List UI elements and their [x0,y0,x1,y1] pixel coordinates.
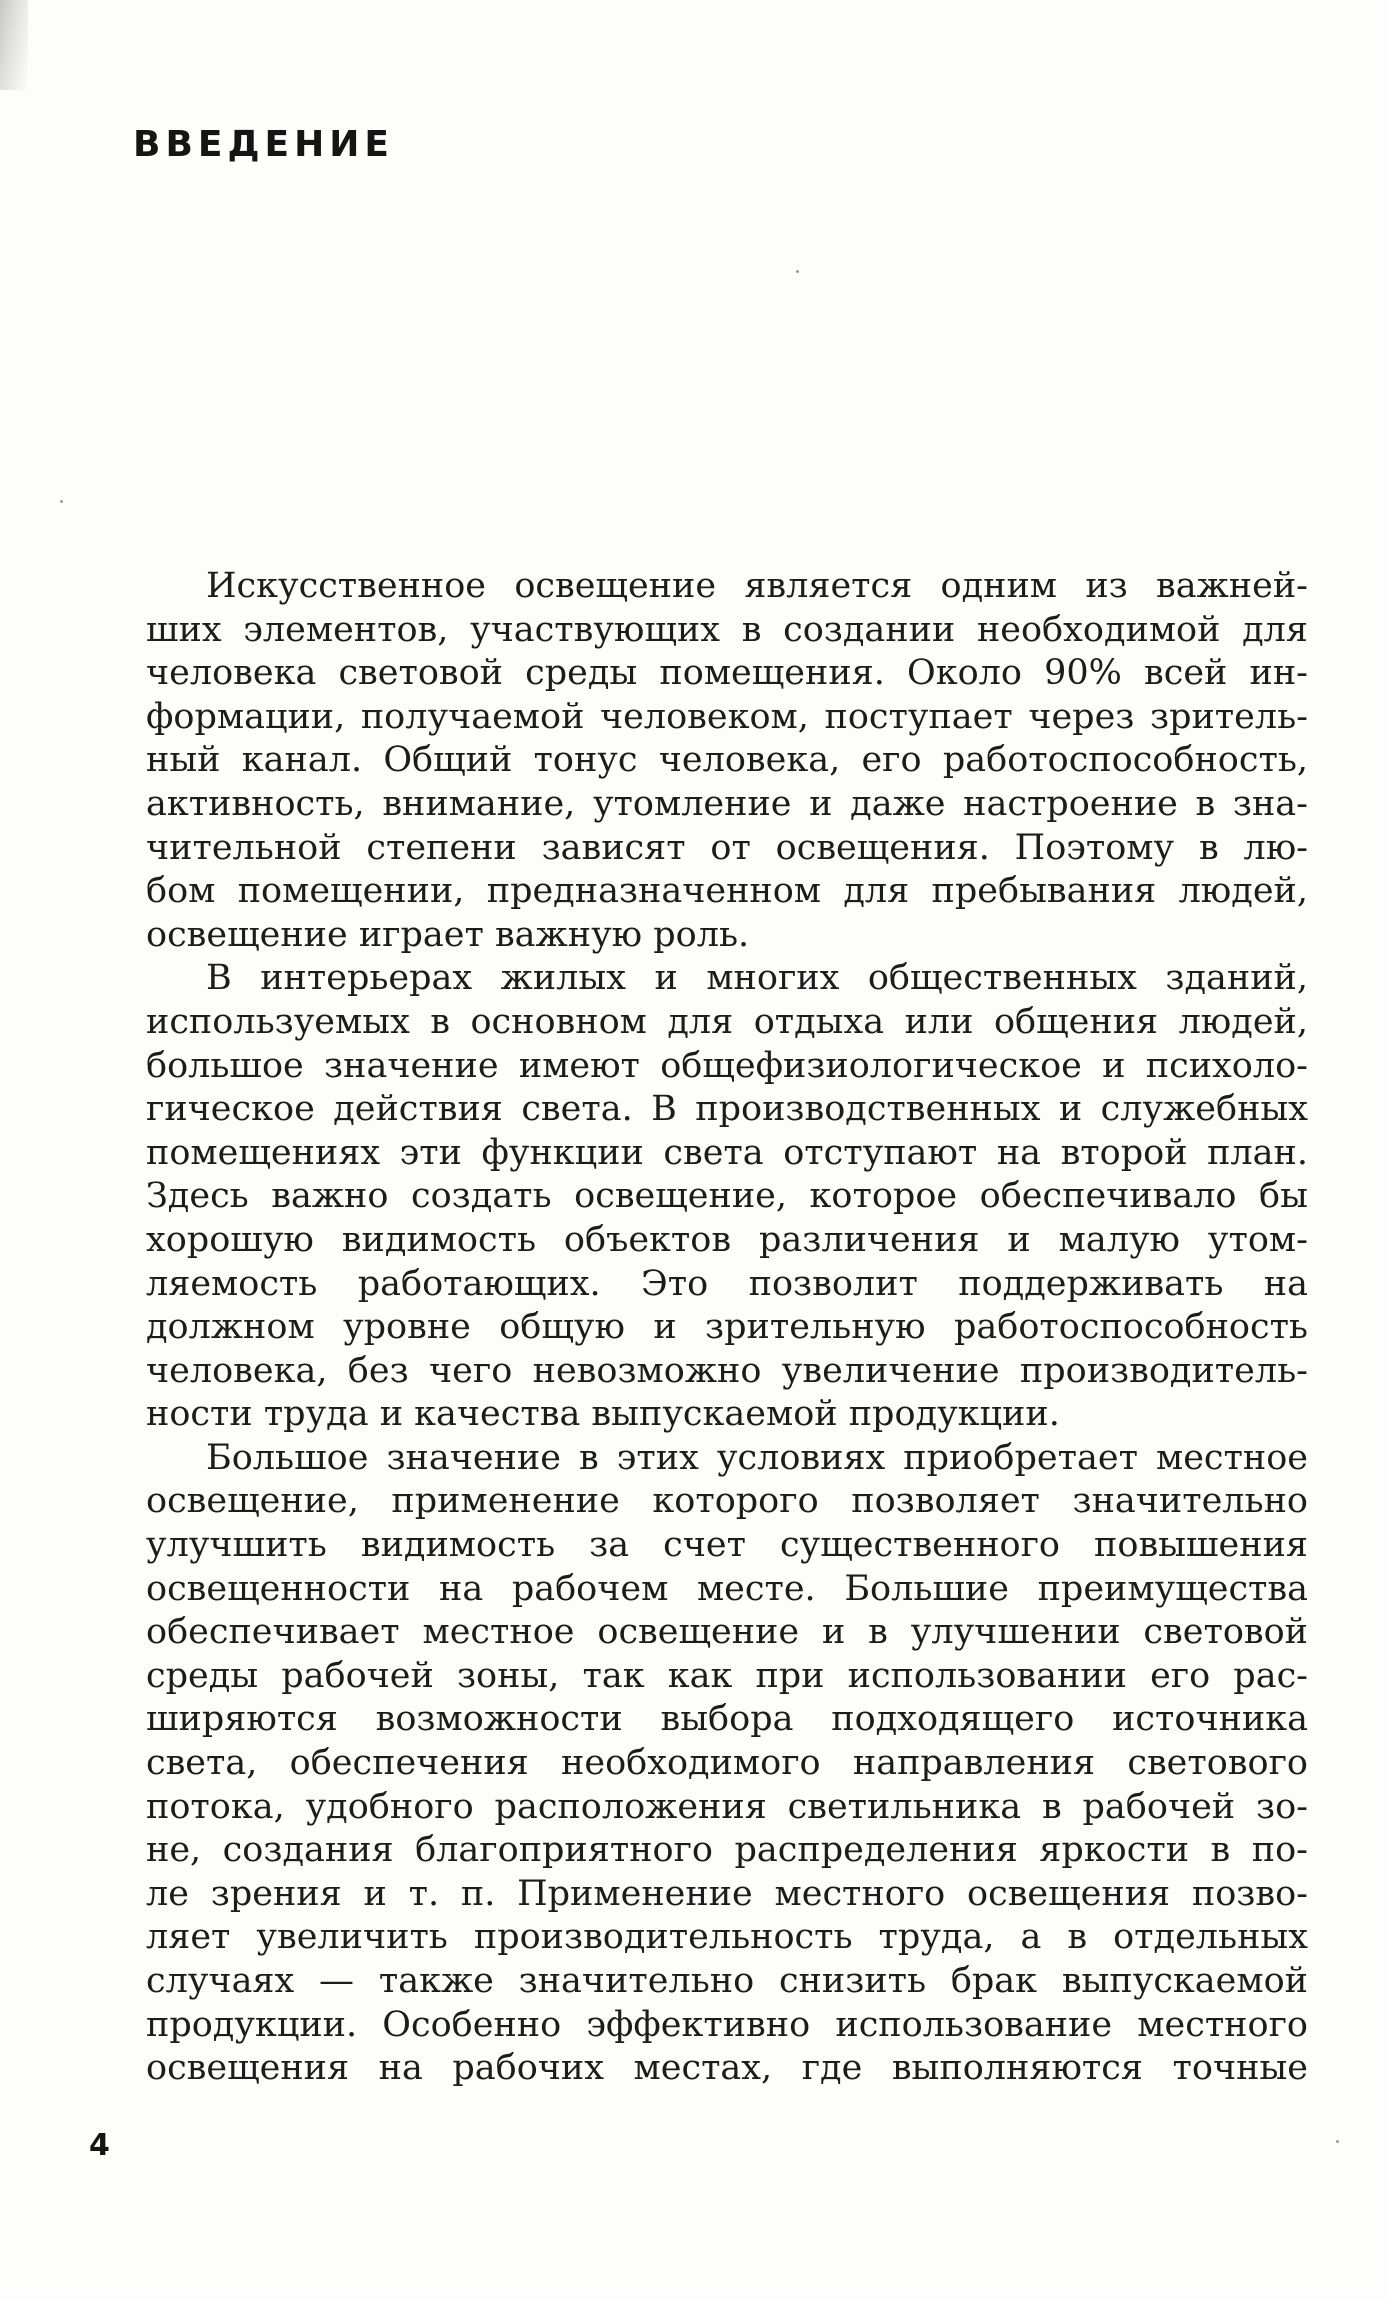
text-line: ле зрения и т. п. Применение местного освещения позво- [146,1873,1308,1914]
text-line: освещение играет важную роль. [146,914,750,955]
scan-edge-shadow [0,0,28,90]
text-line: гическое действия света. В производственных и служебных [146,1089,1308,1130]
text-line: хорошую видимость объектов различения и малую утом- [146,1219,1308,1260]
text-line: продукции. Особенно эффективно использование местного [146,2004,1308,2045]
scan-speck [796,270,799,273]
text-line: ляет увеличить производительность труда, а в отдельных [146,1917,1308,1958]
text-line: должном уровне общую и зрительную работоспособность [146,1307,1308,1348]
page-number: 4 [89,2128,110,2163]
text-line: ный канал. Общий тонус человека, его работоспособность, [146,740,1308,781]
text-line: ширяются возможности выбора подходящего источника [146,1699,1308,1740]
text-line: улучшить видимость за счет существенного повышения [146,1525,1308,1566]
text-line: ших элементов, участвующих в создании необходимой для [146,609,1308,650]
text-line: большое значение имеют общефизиологическое и психоло- [146,1045,1308,1086]
text-line: света, обеспечения необходимого направления светового [146,1743,1308,1784]
scan-speck [1336,2140,1339,2143]
text-line: освещения на рабочих местах, где выполняются точные [146,2048,1308,2089]
paragraph [86,957,1308,1437]
scan-speck [60,500,63,503]
text-line: среды рабочей зоны, так как при использовании его рас- [146,1655,1308,1696]
text-line: ности труда и качества выпускаемой продукции. [146,1394,1060,1435]
text-line: обеспечивает местное освещение и в улучшении световой [146,1612,1308,1653]
text-line: помещениях эти функции света отступают на второй план. [146,1132,1308,1173]
text-line: Большое значение в этих условиях приобретает местное [206,1437,1308,1478]
text-line: Искусственное освещение является одним из важней- [206,566,1308,606]
text-line: В интерьерах жилых и многих общественных зданий, [206,958,1308,999]
text-line: используемых в основном для отдыха или общения людей, [146,1001,1308,1042]
text-line: Здесь важно создать освещение, которое обеспечивало бы [146,1176,1308,1217]
paragraph [86,565,1308,957]
text-line: потока, удобного расположения светильника в рабочей зо- [146,1786,1308,1827]
text-line: человека, без чего невозможно увеличение производитель- [146,1350,1308,1391]
paragraph [86,1437,1308,2091]
text-line: не, создания благоприятного распределения яркости в по- [146,1830,1308,1871]
text-line: ляемость работающих. Это позволит поддерживать на [146,1263,1308,1304]
chapter-heading: ВВЕДЕНИЕ [133,124,394,165]
text-line: освещенности на рабочем месте. Большие преимущества [146,1568,1308,1609]
text-line: чительной степени зависят от освещения. Поэтому в лю- [146,827,1308,868]
text-line: случаях — также значительно снизить брак выпускаемой [146,1961,1308,2001]
text-line: бом помещении, предназначенном для пребывания людей, [146,871,1308,912]
text-line: освещение, применение которого позволяет значительно [146,1481,1308,1522]
body-text [86,565,1308,2091]
text-line: активность, внимание, утомление и даже настроение в зна- [146,783,1308,824]
text-line: человека световой среды помещения. Около 90% всей ин- [146,653,1308,694]
text-line: формации, получаемой человеком, поступает через зритель- [146,696,1308,737]
